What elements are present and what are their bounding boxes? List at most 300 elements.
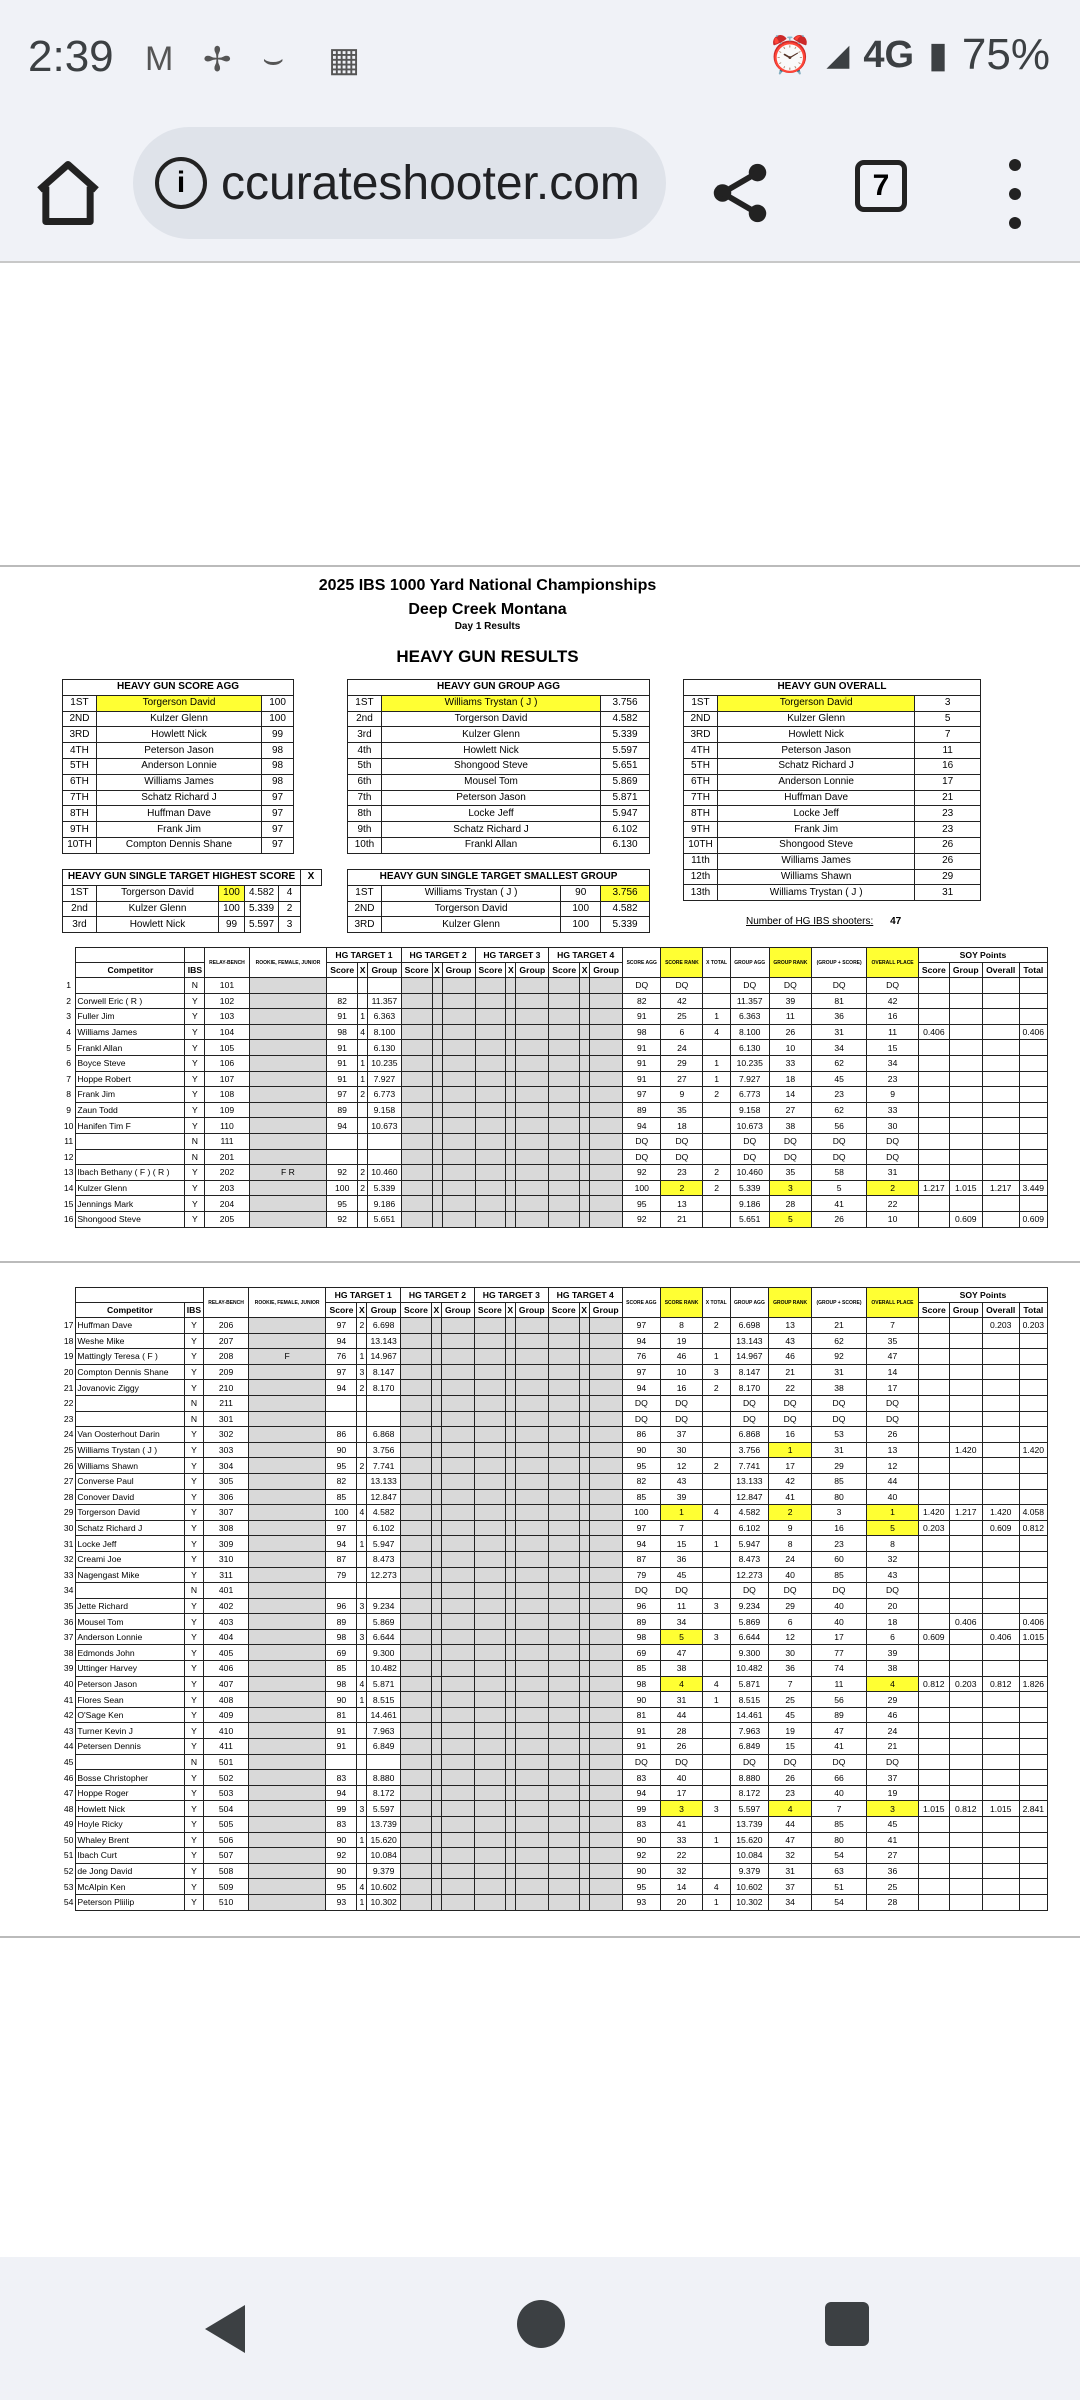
soy-overall	[982, 1118, 1019, 1134]
table-cell: Howlett Nick	[96, 727, 261, 743]
soy-score	[918, 1055, 949, 1071]
column-header: X	[506, 963, 516, 978]
table-row	[62, 1894, 1048, 1910]
group-score: DQ	[811, 1754, 866, 1770]
competitor-name: Peterson Jason	[76, 1676, 184, 1692]
rookie-flag	[248, 1645, 326, 1661]
score-agg: 90	[622, 1442, 660, 1458]
soy-total	[1019, 1848, 1047, 1864]
soy-overall	[982, 1614, 1019, 1630]
empty-cell	[516, 978, 549, 994]
score-rank: 34	[661, 1614, 703, 1630]
soy-group	[949, 1863, 982, 1879]
column-header: Score	[918, 1303, 949, 1318]
table-row	[684, 853, 981, 869]
empty-cell	[442, 993, 475, 1009]
group-score: 51	[811, 1879, 866, 1895]
share-icon[interactable]	[705, 155, 775, 231]
table-cell: 5.339	[601, 727, 650, 743]
tab-switcher-button[interactable]	[855, 160, 907, 212]
table-row	[348, 901, 650, 917]
empty-cell	[579, 1801, 589, 1817]
t1-x: 1	[357, 1349, 367, 1365]
empty-cell	[475, 1087, 506, 1103]
soy-score	[918, 1661, 949, 1677]
group-agg: DQ	[730, 1411, 769, 1427]
site-info-icon[interactable]: i	[155, 157, 207, 209]
soy-total	[1019, 1583, 1047, 1599]
soy-overall	[982, 1707, 1019, 1723]
empty-cell	[506, 1133, 516, 1149]
column-header: Group	[516, 963, 549, 978]
empty-cell	[442, 978, 475, 994]
empty-cell	[474, 1567, 505, 1583]
competitor-name: Mousel Tom	[76, 1614, 184, 1630]
row-number: 48	[62, 1801, 76, 1817]
group-agg: 10.460	[730, 1165, 769, 1181]
soy-overall	[982, 1536, 1019, 1552]
competitor-name: Flores Sean	[76, 1692, 184, 1708]
empty-cell	[505, 1364, 515, 1380]
group-agg: 7.741	[730, 1458, 769, 1474]
rookie-flag	[248, 1848, 326, 1864]
t1-x	[357, 1583, 367, 1599]
x-total: 2	[703, 1087, 730, 1103]
score-rank: 5	[661, 1629, 703, 1645]
score-agg: 95	[622, 1879, 660, 1895]
table-row	[62, 1614, 1048, 1630]
group-agg: 8.473	[730, 1551, 769, 1567]
t1-x	[357, 1707, 367, 1723]
group-rank: 11	[769, 1009, 812, 1025]
competitor-name	[76, 1395, 184, 1411]
rookie-flag	[248, 1318, 326, 1334]
address-bar[interactable]	[133, 127, 666, 239]
soy-total: 4.058	[1019, 1505, 1047, 1521]
score-agg: 86	[622, 1427, 660, 1443]
empty-cell	[400, 1505, 431, 1521]
table-row	[62, 1770, 1048, 1786]
group-agg: 7.963	[730, 1723, 769, 1739]
overall-place: 17	[867, 1380, 919, 1396]
score-agg: 91	[623, 1055, 661, 1071]
column-header: GROUP RANK	[769, 948, 812, 978]
group-agg: 9.234	[730, 1598, 769, 1614]
t1-score: 97	[326, 1364, 357, 1380]
table-row	[684, 869, 981, 885]
score-agg: DQ	[622, 1583, 660, 1599]
group-rank: 47	[769, 1832, 812, 1848]
empty-cell	[516, 1165, 549, 1181]
score-rank: 14	[661, 1879, 703, 1895]
ibs-flag: Y	[184, 1364, 204, 1380]
empty-cell	[549, 1149, 580, 1165]
recents-button[interactable]	[825, 2302, 869, 2346]
t1-group: 6.698	[367, 1318, 401, 1334]
score-agg: 76	[622, 1349, 660, 1365]
group-score: 60	[811, 1551, 866, 1567]
t1-group: 5.947	[367, 1536, 401, 1552]
table-row	[62, 1739, 1048, 1755]
overall-place: 42	[867, 993, 919, 1009]
empty-cell	[431, 1333, 441, 1349]
empty-cell	[515, 1692, 548, 1708]
empty-cell	[401, 1009, 432, 1025]
table-header: X	[301, 870, 322, 886]
empty-cell	[589, 1520, 622, 1536]
t1-group: 9.186	[368, 1196, 402, 1212]
t1-x	[357, 1411, 367, 1427]
soy-total	[1019, 1458, 1047, 1474]
empty-cell	[589, 1551, 622, 1567]
empty-cell	[506, 1009, 516, 1025]
url-text[interactable]: ccurateshooter.com	[221, 156, 640, 210]
battery-icon: ▮	[928, 34, 948, 75]
empty-cell	[590, 1055, 623, 1071]
group-score: 54	[811, 1894, 866, 1910]
empty-cell	[515, 1333, 548, 1349]
table-cell: 90	[561, 885, 601, 901]
table-row	[348, 758, 650, 774]
table-cell: 99	[262, 727, 294, 743]
empty-cell	[548, 1442, 579, 1458]
empty-cell	[579, 1583, 589, 1599]
column-header: (GROUP + SCORE)	[811, 1288, 866, 1318]
empty-cell	[441, 1676, 474, 1692]
empty-cell	[580, 1009, 590, 1025]
table-row	[62, 1723, 1048, 1739]
score-rank: DQ	[661, 978, 703, 994]
score-rank: 42	[661, 993, 703, 1009]
relay-bench: 109	[205, 1102, 249, 1118]
x-total: 3	[703, 1364, 730, 1380]
empty-cell	[515, 1707, 548, 1723]
column-header: GROUP RANK	[769, 1288, 812, 1318]
column-header: Score	[400, 1303, 431, 1318]
gmail-icon: M	[145, 40, 174, 78]
relay-bench: 105	[205, 1040, 249, 1056]
soy-score	[918, 1411, 949, 1427]
soy-group	[949, 1661, 982, 1677]
group-score: 77	[811, 1645, 866, 1661]
empty-cell	[515, 1442, 548, 1458]
overall-place: 37	[867, 1770, 919, 1786]
ibs-flag: Y	[185, 1118, 205, 1134]
score-rank: 33	[661, 1832, 703, 1848]
column-header: X	[579, 1303, 589, 1318]
empty-cell	[590, 1071, 623, 1087]
group-rank: 25	[769, 1692, 812, 1708]
t1-score	[327, 1133, 358, 1149]
soy-overall	[982, 1427, 1019, 1443]
empty-cell	[442, 1180, 475, 1196]
rookie-flag	[248, 1411, 326, 1427]
score-rank: 36	[661, 1551, 703, 1567]
t1-score	[326, 1411, 357, 1427]
group-agg: 13.133	[730, 1473, 769, 1489]
empty-cell	[441, 1333, 474, 1349]
x-total	[703, 1645, 730, 1661]
table-cell: 4TH	[684, 743, 718, 759]
table-cell: 3	[279, 917, 301, 933]
score-agg: 97	[622, 1364, 660, 1380]
overall-place: 26	[867, 1427, 919, 1443]
empty-cell	[400, 1411, 431, 1427]
score-rank: 37	[661, 1427, 703, 1443]
results-table-2	[62, 1287, 1048, 1911]
empty-cell	[505, 1505, 515, 1521]
group-score: 38	[811, 1380, 866, 1396]
empty-cell	[474, 1676, 505, 1692]
soy-group	[949, 1380, 982, 1396]
table-row	[62, 978, 1048, 994]
table-cell: Peterson Jason	[96, 743, 261, 759]
empty-cell	[579, 1567, 589, 1583]
t1-x: 1	[357, 1692, 367, 1708]
competitor-name: Boyce Steve	[76, 1055, 185, 1071]
empty-cell	[505, 1645, 515, 1661]
table-row	[62, 1009, 1048, 1025]
soy-total	[1019, 1739, 1047, 1755]
ibs-flag: N	[185, 1149, 205, 1165]
back-button[interactable]	[205, 2305, 245, 2353]
overall-place: 32	[867, 1551, 919, 1567]
table-header: HEAVY GUN GROUP AGG	[348, 680, 650, 696]
ibs-flag: N	[185, 978, 205, 994]
t1-score: 96	[326, 1598, 357, 1614]
t1-x	[357, 1754, 367, 1770]
empty-cell	[579, 1489, 589, 1505]
group-rank: 27	[769, 1102, 812, 1118]
empty-cell	[515, 1536, 548, 1552]
t1-group	[368, 978, 402, 994]
empty-cell	[506, 1071, 516, 1087]
table-cell: 3RD	[684, 727, 718, 743]
table-cell: 5.869	[601, 774, 650, 790]
empty-cell	[516, 1009, 549, 1025]
empty-cell	[548, 1629, 579, 1645]
empty-cell	[400, 1785, 431, 1801]
competitor-name: Converse Paul	[76, 1473, 184, 1489]
group-rank: 35	[769, 1165, 812, 1181]
soy-score	[918, 1598, 949, 1614]
empty-cell	[474, 1349, 505, 1365]
group-agg-table	[347, 679, 650, 854]
empty-cell	[431, 1692, 441, 1708]
column-header: SOY Points	[918, 1288, 1047, 1303]
score-agg: 94	[622, 1785, 660, 1801]
t1-score: 97	[326, 1520, 357, 1536]
column-header: RELAY-BENCH	[204, 1288, 248, 1318]
t1-x	[358, 1149, 368, 1165]
row-number: 54	[62, 1894, 76, 1910]
t1-score: 79	[326, 1567, 357, 1583]
empty-cell	[475, 1040, 506, 1056]
table-cell: 2ND	[348, 901, 382, 917]
t1-x	[357, 1848, 367, 1864]
empty-cell	[431, 1754, 441, 1770]
soy-score	[918, 1754, 949, 1770]
empty-cell	[441, 1395, 474, 1411]
group-rank: 21	[769, 1364, 812, 1380]
empty-cell	[580, 1040, 590, 1056]
empty-cell	[506, 1040, 516, 1056]
empty-cell	[506, 1024, 516, 1040]
table-cell: Williams James	[717, 853, 914, 869]
score-agg: 94	[622, 1536, 660, 1552]
rookie-flag	[249, 1040, 327, 1056]
x-total: 1	[703, 1832, 730, 1848]
competitor-name: Hanifen Tim F	[76, 1118, 185, 1134]
empty-cell	[401, 1180, 432, 1196]
row-number: 53	[62, 1879, 76, 1895]
soy-group: 1.420	[949, 1442, 982, 1458]
soy-group	[949, 1395, 982, 1411]
soy-group	[949, 1165, 982, 1181]
rookie-flag	[248, 1395, 326, 1411]
empty-cell	[589, 1598, 622, 1614]
table-cell: Torgerson David	[717, 695, 914, 711]
table-row	[684, 711, 981, 727]
relay-bench: 505	[204, 1817, 248, 1833]
row-number: 16	[62, 1211, 76, 1227]
soy-overall	[982, 1196, 1019, 1212]
overall-place: 16	[867, 1009, 919, 1025]
empty-cell	[590, 1087, 623, 1103]
column-header: Overall	[982, 963, 1019, 978]
empty-cell	[579, 1411, 589, 1427]
empty-cell	[548, 1364, 579, 1380]
empty-cell	[589, 1567, 622, 1583]
ibs-flag: Y	[184, 1598, 204, 1614]
empty-cell	[506, 1118, 516, 1134]
group-score: 31	[812, 1024, 867, 1040]
empty-cell	[442, 1133, 475, 1149]
empty-cell	[432, 1196, 442, 1212]
table-cell: Huffman Dave	[96, 806, 261, 822]
t1-score: 87	[326, 1551, 357, 1567]
table-row	[63, 711, 294, 727]
column-header: X	[505, 1303, 515, 1318]
x-total: 1	[703, 1894, 730, 1910]
home-button[interactable]	[517, 2300, 565, 2348]
ibs-flag: N	[184, 1411, 204, 1427]
row-number: 35	[62, 1598, 76, 1614]
empty-cell	[475, 1165, 506, 1181]
table-cell: Shongood Steve	[381, 758, 600, 774]
x-total: 1	[703, 1692, 730, 1708]
row-number: 30	[62, 1520, 76, 1536]
score-agg: 97	[623, 1087, 661, 1103]
home-icon[interactable]	[30, 155, 106, 231]
soy-group: 1.217	[949, 1505, 982, 1521]
empty-cell	[475, 1118, 506, 1134]
soy-total	[1019, 1863, 1047, 1879]
t1-group: 6.849	[367, 1739, 401, 1755]
empty-cell	[474, 1894, 505, 1910]
empty-cell	[400, 1629, 431, 1645]
soy-score	[918, 1380, 949, 1396]
empty-cell	[515, 1785, 548, 1801]
table-cell: 3	[915, 695, 981, 711]
overall-place: 7	[867, 1318, 919, 1334]
score-rank: 46	[661, 1349, 703, 1365]
rookie-flag	[248, 1817, 326, 1833]
soy-score: 0.203	[918, 1520, 949, 1536]
table-row	[348, 806, 650, 822]
x-total: 4	[703, 1879, 730, 1895]
table-row	[63, 885, 322, 901]
table-cell: Schatz Richard J	[381, 822, 600, 838]
table-row	[62, 1583, 1048, 1599]
empty-cell	[432, 1024, 442, 1040]
table-header-row	[63, 680, 294, 696]
t1-score: 92	[327, 1165, 358, 1181]
soy-group	[949, 1754, 982, 1770]
group-agg: 12.847	[730, 1489, 769, 1505]
overall-place: 31	[867, 1165, 919, 1181]
soy-overall	[982, 1473, 1019, 1489]
empty-cell	[431, 1739, 441, 1755]
shooter-count-value: 47	[890, 916, 902, 927]
group-score: 7	[811, 1801, 866, 1817]
row-number: 8	[62, 1087, 76, 1103]
score-rank: 32	[661, 1863, 703, 1879]
empty-cell	[580, 978, 590, 994]
soy-group	[949, 1473, 982, 1489]
menu-icon[interactable]	[1008, 159, 1022, 229]
empty-cell	[515, 1879, 548, 1895]
group-score: 56	[811, 1692, 866, 1708]
group-score: 3	[811, 1505, 866, 1521]
empty-cell	[431, 1442, 441, 1458]
competitor-name: Creami Joe	[76, 1551, 184, 1567]
table-header: HEAVY GUN OVERALL	[684, 680, 981, 696]
soy-overall	[982, 1211, 1019, 1227]
table-cell: Torgerson David	[381, 901, 560, 917]
empty-cell	[474, 1614, 505, 1630]
group-score: 62	[812, 1102, 867, 1118]
t1-group: 14.967	[367, 1349, 401, 1365]
empty-cell	[515, 1848, 548, 1864]
soy-score	[918, 1009, 949, 1025]
t1-group: 9.158	[368, 1102, 402, 1118]
score-rank: 7	[661, 1520, 703, 1536]
t1-group: 7.963	[367, 1723, 401, 1739]
column-header: IBS	[185, 963, 205, 978]
results-table-1	[62, 947, 1048, 1228]
score-rank: 4	[661, 1676, 703, 1692]
rookie-flag	[248, 1536, 326, 1552]
overall-place: 34	[867, 1055, 919, 1071]
table-cell: 3rd	[348, 727, 382, 743]
soy-group	[949, 1645, 982, 1661]
overall-table	[683, 679, 981, 901]
soy-overall	[982, 1442, 1019, 1458]
table-row	[63, 774, 294, 790]
empty-cell	[506, 1165, 516, 1181]
empty-cell	[441, 1661, 474, 1677]
table-cell: 23	[915, 822, 981, 838]
group-score: 62	[811, 1333, 866, 1349]
empty-cell	[505, 1676, 515, 1692]
empty-cell	[431, 1380, 441, 1396]
soy-total	[1019, 1536, 1047, 1552]
empty-cell	[441, 1754, 474, 1770]
t1-group: 8.147	[367, 1364, 401, 1380]
row-number: 42	[62, 1707, 76, 1723]
empty-cell	[589, 1380, 622, 1396]
